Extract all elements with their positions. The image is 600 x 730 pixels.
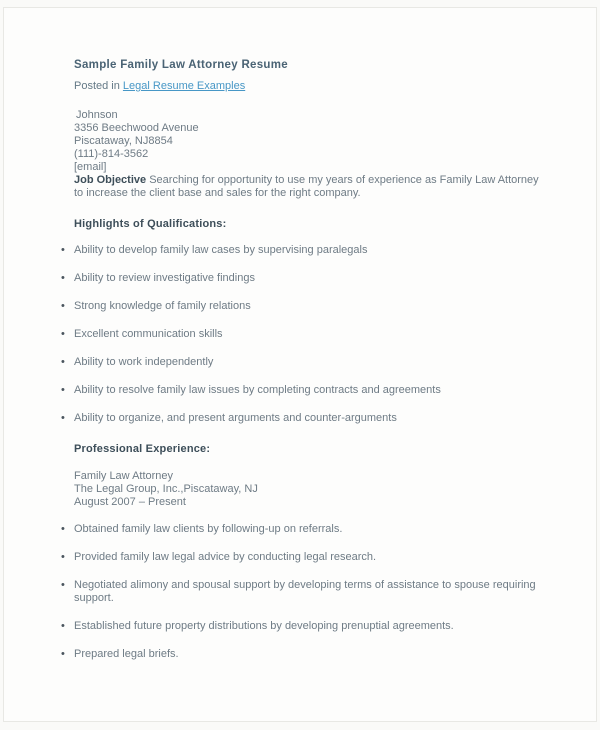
experience-heading: Professional Experience: (74, 443, 211, 455)
qualification-item: • Excellent communication skills (74, 328, 544, 341)
experience-item: • Provided family law legal advice by conducting legal research. (74, 551, 544, 564)
contact-phone: (111)-814-3562 (74, 148, 149, 160)
job-company: The Legal Group, Inc.,Piscataway, NJ (74, 483, 258, 495)
posted-in-label: Posted in (74, 80, 123, 92)
job-objective-label: Job Objective (74, 174, 150, 186)
job-objective-text: Searching for opportunity to use my years of experience as Family Law Attorney to increase the client base and sales for the right company. (74, 174, 539, 199)
resume-page (3, 7, 597, 722)
qualification-item: • Ability to review investigative findings (74, 272, 544, 285)
job-dates: August 2007 – Present (74, 496, 186, 508)
qualification-item: • Ability to work independently (74, 356, 544, 369)
qualification-item: • Ability to develop family law cases by supervising paralegals (74, 244, 544, 257)
experience-item: • Prepared legal briefs. (74, 648, 544, 661)
contact-email: [email] (74, 161, 107, 173)
job-objective (74, 174, 544, 200)
experience-item: • Established future property distributions by developing prenuptial agreements. (74, 620, 544, 633)
contact-address-line1: 3356 Beechwood Avenue (74, 122, 199, 134)
experience-list (74, 523, 544, 661)
qualifications-list (74, 244, 544, 425)
job-title: Family Law Attorney (74, 470, 174, 482)
contact-name: Johnson (76, 109, 118, 121)
job-block (74, 470, 544, 509)
qualification-item: • Ability to organize, and present arguments and counter-arguments (74, 412, 544, 425)
contact-block (74, 109, 544, 200)
qualification-item: • Ability to resolve family law issues by completing contracts and agreements (74, 384, 544, 397)
legal-resume-examples-link[interactable]: Legal Resume Examples (122, 80, 246, 92)
experience-item: • Negotiated alimony and spousal support by developing terms of assistance to spouse requiring support. (74, 579, 544, 605)
experience-item: • Obtained family law clients by following-up on referrals. (74, 523, 544, 536)
qualifications-heading: Highlights of Qualifications: (74, 218, 227, 230)
qualification-item: • Strong knowledge of family relations (74, 300, 544, 313)
contact-address-line2: Piscataway, NJ8854 (74, 135, 173, 147)
page-title: Sample Family Law Attorney Resume (74, 59, 288, 71)
posted-in-line (74, 80, 544, 92)
